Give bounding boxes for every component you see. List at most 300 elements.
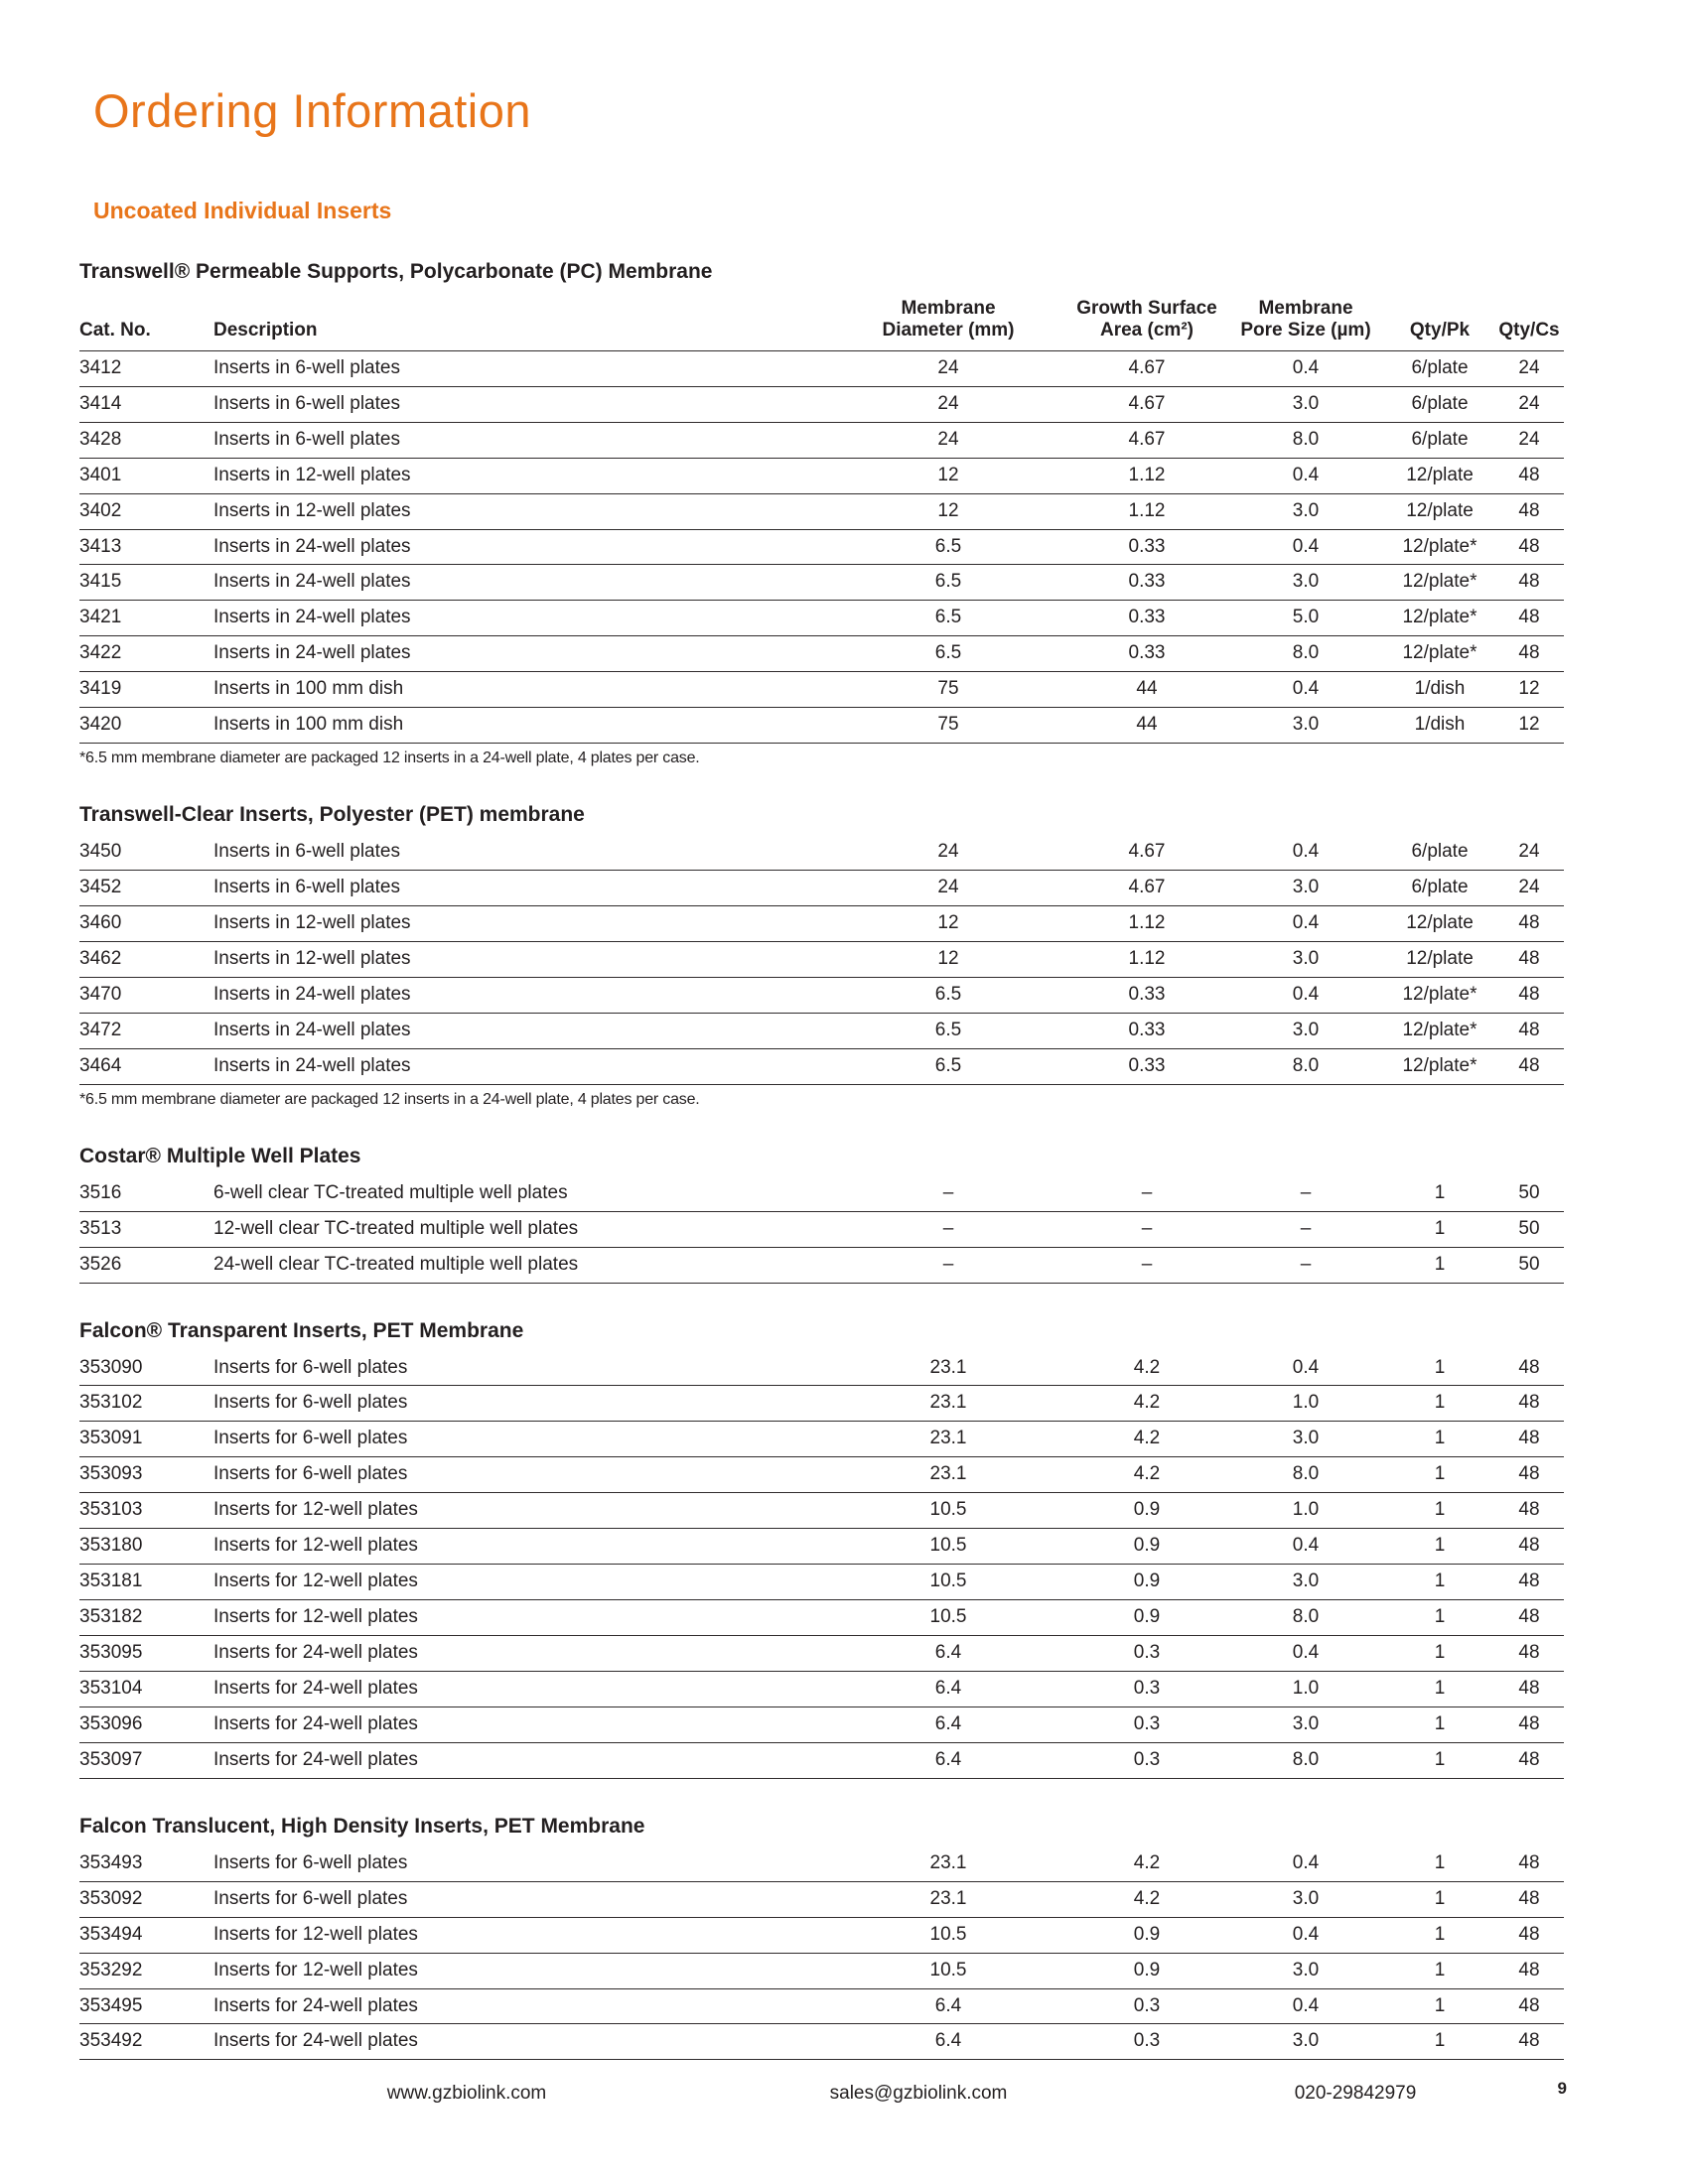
growth-area-cell: 4.2	[1067, 1846, 1226, 1881]
table-row	[79, 1742, 1564, 1778]
description-cell: Inserts in 24-well plates	[213, 1048, 829, 1084]
table-row	[79, 1881, 1564, 1917]
growth-area-cell: 0.9	[1067, 1917, 1226, 1953]
qty-cs-cell: 12	[1494, 672, 1564, 708]
growth-area-cell: 44	[1067, 708, 1226, 744]
table-row	[79, 601, 1564, 636]
qty-cs-cell: 48	[1494, 493, 1564, 529]
description-cell: Inserts in 6-well plates	[213, 386, 829, 422]
qty-cs-cell: 48	[1494, 1953, 1564, 1988]
qty-cs-cell: 48	[1494, 458, 1564, 493]
description-cell: Inserts in 24-well plates	[213, 529, 829, 565]
qty-pk-cell: 12/plate*	[1385, 1048, 1494, 1084]
description-cell: Inserts for 12-well plates	[213, 1953, 829, 1988]
membrane-diameter-cell: 24	[829, 835, 1067, 870]
qty-pk-cell: 12/plate*	[1385, 529, 1494, 565]
membrane-diameter-cell: 6.5	[829, 977, 1067, 1013]
qty-pk-cell: 1	[1385, 1351, 1494, 1386]
growth-area-cell: 4.67	[1067, 835, 1226, 870]
table-row	[79, 1671, 1564, 1706]
qty-pk-cell: 1	[1385, 1176, 1494, 1211]
qty-pk-cell: 1	[1385, 1422, 1494, 1457]
growth-area-cell: 0.33	[1067, 565, 1226, 601]
column-header-line: Qty/Pk	[1409, 320, 1471, 341]
qty-cs-cell: 50	[1494, 1247, 1564, 1283]
cat-no-cell: 3464	[79, 1048, 213, 1084]
cat-no-cell: 353093	[79, 1457, 213, 1493]
table-row	[79, 1013, 1564, 1048]
qty-pk-cell: 1	[1385, 2024, 1494, 2060]
qty-cs-cell: 48	[1494, 529, 1564, 565]
pore-size-cell: –	[1226, 1211, 1385, 1247]
pore-size-cell: 3.0	[1226, 871, 1385, 906]
cat-no-cell: 353103	[79, 1493, 213, 1529]
pore-size-cell: –	[1226, 1247, 1385, 1283]
membrane-diameter-cell: 6.4	[829, 1671, 1067, 1706]
table-row	[79, 1176, 1564, 1211]
growth-area-cell: 44	[1067, 672, 1226, 708]
table-row	[79, 422, 1564, 458]
qty-cs-cell: 24	[1494, 871, 1564, 906]
qty-cs-cell: 48	[1494, 636, 1564, 672]
cat-no-cell: 3402	[79, 493, 213, 529]
catalog-table	[79, 1846, 1564, 2061]
pore-size-cell: 3.0	[1226, 1422, 1385, 1457]
table-row	[79, 871, 1564, 906]
table-row	[79, 565, 1564, 601]
description-cell: Inserts in 12-well plates	[213, 493, 829, 529]
growth-area-cell: 0.33	[1067, 601, 1226, 636]
qty-cs-cell: 48	[1494, 1048, 1564, 1084]
qty-pk-cell: 1	[1385, 1211, 1494, 1247]
qty-cs-cell: 48	[1494, 1351, 1564, 1386]
table-row	[79, 350, 1564, 386]
table-row	[79, 1422, 1564, 1457]
growth-area-cell: 0.9	[1067, 1600, 1226, 1636]
table-row	[79, 1953, 1564, 1988]
qty-pk-cell: 1	[1385, 1493, 1494, 1529]
description-cell: Inserts in 24-well plates	[213, 601, 829, 636]
description-cell: Inserts in 6-well plates	[213, 871, 829, 906]
qty-cs-cell: 48	[1494, 1493, 1564, 1529]
membrane-diameter-cell: 10.5	[829, 1600, 1067, 1636]
description-cell: Inserts for 6-well plates	[213, 1457, 829, 1493]
pore-size-cell: 3.0	[1226, 565, 1385, 601]
table-title: Transwell-Clear Inserts, Polyester (PET) membrane	[79, 803, 585, 827]
column-header-line: Membrane	[1258, 298, 1353, 319]
qty-cs-cell: 50	[1494, 1176, 1564, 1211]
membrane-diameter-cell: –	[829, 1247, 1067, 1283]
cat-no-cell: 353180	[79, 1529, 213, 1565]
qty-cs-cell: 48	[1494, 1636, 1564, 1672]
product-table-section	[79, 1815, 1564, 2061]
qty-cs-cell: 48	[1494, 1422, 1564, 1457]
membrane-diameter-cell: 24	[829, 871, 1067, 906]
description-cell: Inserts in 24-well plates	[213, 977, 829, 1013]
growth-area-cell: 0.33	[1067, 1048, 1226, 1084]
cat-no-cell: 353096	[79, 1706, 213, 1742]
description-cell: Inserts for 24-well plates	[213, 2024, 829, 2060]
qty-pk-cell: 12/plate*	[1385, 977, 1494, 1013]
qty-pk-cell: 12/plate	[1385, 493, 1494, 529]
qty-pk-cell: 1	[1385, 1457, 1494, 1493]
cat-no-cell: 353095	[79, 1636, 213, 1672]
cat-no-cell: 353092	[79, 1881, 213, 1917]
qty-cs-cell: 48	[1494, 2024, 1564, 2060]
description-cell: Inserts in 12-well plates	[213, 941, 829, 977]
pore-size-cell: 0.4	[1226, 1988, 1385, 2024]
pore-size-cell: 8.0	[1226, 1048, 1385, 1084]
membrane-diameter-cell: 23.1	[829, 1846, 1067, 1881]
qty-pk-cell: 1	[1385, 1706, 1494, 1742]
growth-area-cell: –	[1067, 1247, 1226, 1283]
qty-cs-cell: 48	[1494, 1529, 1564, 1565]
membrane-diameter-cell: 6.5	[829, 529, 1067, 565]
membrane-diameter-cell: 24	[829, 386, 1067, 422]
table-title: Falcon Translucent, High Density Inserts, PET Membrane	[79, 1814, 645, 1838]
description-cell: 12-well clear TC-treated multiple well plates	[213, 1211, 829, 1247]
catalog-table	[79, 835, 1564, 1085]
growth-area-cell: 0.3	[1067, 1706, 1226, 1742]
pore-size-cell: 0.4	[1226, 906, 1385, 942]
cat-no-cell: 3452	[79, 871, 213, 906]
growth-area-cell: 4.2	[1067, 1422, 1226, 1457]
growth-area-cell: 4.67	[1067, 422, 1226, 458]
cat-no-cell: 353495	[79, 1988, 213, 2024]
pore-size-cell: 8.0	[1226, 1600, 1385, 1636]
column-header-line: Qty/Cs	[1498, 320, 1560, 341]
cat-no-cell: 353493	[79, 1846, 213, 1881]
cat-no-cell: 3421	[79, 601, 213, 636]
membrane-diameter-cell: 6.5	[829, 565, 1067, 601]
growth-area-cell: 1.12	[1067, 906, 1226, 942]
column-header-line: Cat. No.	[79, 320, 151, 341]
growth-area-cell: –	[1067, 1211, 1226, 1247]
description-cell: Inserts for 6-well plates	[213, 1881, 829, 1917]
page-number: 9	[1557, 2079, 1567, 2098]
cat-no-cell: 3401	[79, 458, 213, 493]
table-row	[79, 2024, 1564, 2060]
membrane-diameter-cell: 6.5	[829, 601, 1067, 636]
qty-cs-cell: 12	[1494, 708, 1564, 744]
qty-cs-cell: 48	[1494, 1881, 1564, 1917]
product-table-section	[79, 1145, 1564, 1284]
table-row	[79, 835, 1564, 870]
description-cell: Inserts in 6-well plates	[213, 350, 829, 386]
table-row	[79, 1048, 1564, 1084]
qty-cs-cell: 24	[1494, 386, 1564, 422]
description-cell: Inserts in 6-well plates	[213, 835, 829, 870]
page-title: Ordering Information	[93, 84, 532, 137]
tables-container	[79, 260, 1564, 2060]
description-cell: Inserts for 24-well plates	[213, 1671, 829, 1706]
description-cell: Inserts for 24-well plates	[213, 1988, 829, 2024]
pore-size-cell: 0.4	[1226, 1917, 1385, 1953]
description-cell: Inserts for 12-well plates	[213, 1917, 829, 1953]
membrane-diameter-cell: 23.1	[829, 1457, 1067, 1493]
product-table-section	[79, 1319, 1564, 1779]
membrane-diameter-cell: 6.4	[829, 1706, 1067, 1742]
pore-size-cell: 8.0	[1226, 1742, 1385, 1778]
qty-pk-cell: 12/plate*	[1385, 636, 1494, 672]
qty-pk-cell: 12/plate*	[1385, 601, 1494, 636]
section-heading: Uncoated Individual Inserts	[93, 198, 392, 223]
cat-no-cell: 3428	[79, 422, 213, 458]
pore-size-cell: 3.0	[1226, 1881, 1385, 1917]
column-header-qty-cs	[1494, 292, 1564, 350]
growth-area-cell: 4.2	[1067, 1881, 1226, 1917]
pore-size-cell: 1.0	[1226, 1386, 1385, 1422]
qty-pk-cell: 12/plate	[1385, 906, 1494, 942]
membrane-diameter-cell: 6.5	[829, 1013, 1067, 1048]
qty-pk-cell: 1	[1385, 1636, 1494, 1672]
cat-no-cell: 3460	[79, 906, 213, 942]
description-cell: Inserts in 100 mm dish	[213, 708, 829, 744]
growth-area-cell: 0.3	[1067, 1988, 1226, 2024]
footer-phone: 020-29842979	[1294, 2083, 1417, 2104]
description-cell: Inserts in 100 mm dish	[213, 672, 829, 708]
pore-size-cell: 0.4	[1226, 458, 1385, 493]
qty-cs-cell: 48	[1494, 1565, 1564, 1600]
table-row	[79, 1457, 1564, 1493]
growth-area-cell: 0.9	[1067, 1493, 1226, 1529]
cat-no-cell: 3419	[79, 672, 213, 708]
growth-area-cell: 4.67	[1067, 386, 1226, 422]
growth-area-cell: 4.2	[1067, 1457, 1226, 1493]
pore-size-cell: 0.4	[1226, 350, 1385, 386]
qty-pk-cell: 12/plate*	[1385, 1013, 1494, 1048]
growth-area-cell: 0.3	[1067, 1671, 1226, 1706]
membrane-diameter-cell: 23.1	[829, 1881, 1067, 1917]
membrane-diameter-cell: –	[829, 1176, 1067, 1211]
pore-size-cell: 0.4	[1226, 835, 1385, 870]
catalog-table	[79, 1351, 1564, 1779]
description-cell: Inserts for 6-well plates	[213, 1846, 829, 1881]
cat-no-cell: 353494	[79, 1917, 213, 1953]
cat-no-cell: 353182	[79, 1600, 213, 1636]
table-title: Transwell® Permeable Supports, Polycarbonate (PC) Membrane	[79, 260, 713, 283]
table-row	[79, 1386, 1564, 1422]
table-row	[79, 1917, 1564, 1953]
qty-cs-cell: 48	[1494, 1013, 1564, 1048]
column-header-diameter	[829, 292, 1067, 350]
column-header-line: Area (cm²)	[1100, 320, 1194, 341]
table-row	[79, 1846, 1564, 1881]
column-header-description	[213, 292, 829, 350]
cat-no-cell: 3412	[79, 350, 213, 386]
qty-cs-cell: 24	[1494, 422, 1564, 458]
qty-pk-cell: 1/dish	[1385, 708, 1494, 744]
membrane-diameter-cell: 23.1	[829, 1351, 1067, 1386]
column-header-line: Membrane	[901, 298, 996, 319]
qty-pk-cell: 1	[1385, 1600, 1494, 1636]
description-cell: Inserts for 24-well plates	[213, 1636, 829, 1672]
qty-pk-cell: 6/plate	[1385, 386, 1494, 422]
cat-no-cell: 3526	[79, 1247, 213, 1283]
qty-cs-cell: 50	[1494, 1211, 1564, 1247]
column-header-area	[1067, 292, 1226, 350]
membrane-diameter-cell: 10.5	[829, 1493, 1067, 1529]
membrane-diameter-cell: 23.1	[829, 1386, 1067, 1422]
membrane-diameter-cell: 6.4	[829, 1742, 1067, 1778]
qty-cs-cell: 48	[1494, 977, 1564, 1013]
qty-pk-cell: 1	[1385, 1671, 1494, 1706]
qty-pk-cell: 1	[1385, 1881, 1494, 1917]
column-header-line: Diameter (mm)	[882, 320, 1015, 341]
pore-size-cell: 3.0	[1226, 708, 1385, 744]
qty-cs-cell: 48	[1494, 941, 1564, 977]
table-row	[79, 1493, 1564, 1529]
qty-cs-cell: 24	[1494, 350, 1564, 386]
description-cell: Inserts for 12-well plates	[213, 1529, 829, 1565]
table-row	[79, 1600, 1564, 1636]
pore-size-cell: 3.0	[1226, 493, 1385, 529]
membrane-diameter-cell: 12	[829, 906, 1067, 942]
cat-no-cell: 3513	[79, 1211, 213, 1247]
cat-no-cell: 353104	[79, 1671, 213, 1706]
table-row	[79, 1988, 1564, 2024]
growth-area-cell: 0.3	[1067, 1636, 1226, 1672]
pore-size-cell: 0.4	[1226, 1351, 1385, 1386]
qty-cs-cell: 48	[1494, 1671, 1564, 1706]
qty-pk-cell: 1	[1385, 1846, 1494, 1881]
table-title: Costar® Multiple Well Plates	[79, 1144, 361, 1167]
table-row	[79, 941, 1564, 977]
pore-size-cell: 0.4	[1226, 529, 1385, 565]
growth-area-cell: 0.9	[1067, 1953, 1226, 1988]
qty-cs-cell: 48	[1494, 1600, 1564, 1636]
pore-size-cell: 0.4	[1226, 672, 1385, 708]
cat-no-cell: 353181	[79, 1565, 213, 1600]
growth-area-cell: 0.3	[1067, 2024, 1226, 2060]
table-header-row	[79, 292, 1564, 350]
table-row	[79, 906, 1564, 942]
cat-no-cell: 353102	[79, 1386, 213, 1422]
description-cell: Inserts in 24-well plates	[213, 565, 829, 601]
growth-area-cell: 0.9	[1067, 1565, 1226, 1600]
growth-area-cell: 0.33	[1067, 529, 1226, 565]
product-table-section	[79, 260, 1564, 767]
pore-size-cell: 8.0	[1226, 1457, 1385, 1493]
growth-area-cell: 4.67	[1067, 350, 1226, 386]
cat-no-cell: 3414	[79, 386, 213, 422]
membrane-diameter-cell: 24	[829, 350, 1067, 386]
pore-size-cell: 3.0	[1226, 1013, 1385, 1048]
footer-website-link: www.gzbiolink.com	[386, 2083, 547, 2104]
table-row	[79, 1351, 1564, 1386]
cat-no-cell: 353091	[79, 1422, 213, 1457]
qty-cs-cell: 48	[1494, 1742, 1564, 1778]
qty-pk-cell: 1/dish	[1385, 672, 1494, 708]
table-row	[79, 1565, 1564, 1600]
description-cell: Inserts for 24-well plates	[213, 1742, 829, 1778]
qty-pk-cell: 6/plate	[1385, 350, 1494, 386]
table-row	[79, 1211, 1564, 1247]
description-cell: Inserts in 24-well plates	[213, 1013, 829, 1048]
growth-area-cell: 4.2	[1067, 1351, 1226, 1386]
description-cell: 24-well clear TC-treated multiple well plates	[213, 1247, 829, 1283]
table-row	[79, 1529, 1564, 1565]
cat-no-cell: 3422	[79, 636, 213, 672]
membrane-diameter-cell: 6.4	[829, 1988, 1067, 2024]
table-row	[79, 1636, 1564, 1672]
description-cell: Inserts for 24-well plates	[213, 1706, 829, 1742]
column-header-cat-no	[79, 292, 213, 350]
growth-area-cell: 1.12	[1067, 493, 1226, 529]
membrane-diameter-cell: 10.5	[829, 1529, 1067, 1565]
table-row	[79, 1247, 1564, 1283]
membrane-diameter-cell: 6.5	[829, 1048, 1067, 1084]
table-row	[79, 708, 1564, 744]
membrane-diameter-cell: 75	[829, 672, 1067, 708]
pore-size-cell: 3.0	[1226, 941, 1385, 977]
table-row	[79, 458, 1564, 493]
pore-size-cell: 8.0	[1226, 422, 1385, 458]
table-footnote: *6.5 mm membrane diameter are packaged 12 inserts in a 24-well plate, 4 plates per case.	[79, 750, 700, 767]
qty-cs-cell: 48	[1494, 1917, 1564, 1953]
description-cell: 6-well clear TC-treated multiple well plates	[213, 1176, 829, 1211]
footer-email-link: sales@gzbiolink.com	[829, 2083, 1008, 2104]
growth-area-cell: 0.3	[1067, 1742, 1226, 1778]
pore-size-cell: 1.0	[1226, 1671, 1385, 1706]
growth-area-cell: 4.67	[1067, 871, 1226, 906]
description-cell: Inserts in 12-well plates	[213, 458, 829, 493]
pore-size-cell: –	[1226, 1176, 1385, 1211]
qty-pk-cell: 1	[1385, 1953, 1494, 1988]
cat-no-cell: 3450	[79, 835, 213, 870]
table-row	[79, 977, 1564, 1013]
table-row	[79, 636, 1564, 672]
cat-no-cell: 3462	[79, 941, 213, 977]
qty-cs-cell: 48	[1494, 565, 1564, 601]
table-row	[79, 493, 1564, 529]
qty-pk-cell: 1	[1385, 1386, 1494, 1422]
cat-no-cell: 3415	[79, 565, 213, 601]
growth-area-cell: 4.2	[1067, 1386, 1226, 1422]
growth-area-cell: 0.33	[1067, 1013, 1226, 1048]
growth-area-cell: 0.33	[1067, 636, 1226, 672]
column-header-line: Description	[213, 320, 318, 341]
qty-cs-cell: 48	[1494, 1846, 1564, 1881]
table-row	[79, 1706, 1564, 1742]
qty-pk-cell: 1	[1385, 1917, 1494, 1953]
cat-no-cell: 3413	[79, 529, 213, 565]
qty-cs-cell: 48	[1494, 1706, 1564, 1742]
pore-size-cell: 3.0	[1226, 1953, 1385, 1988]
description-cell: Inserts for 6-well plates	[213, 1422, 829, 1457]
membrane-diameter-cell: 12	[829, 941, 1067, 977]
description-cell: Inserts in 6-well plates	[213, 422, 829, 458]
qty-cs-cell: 48	[1494, 906, 1564, 942]
pore-size-cell: 5.0	[1226, 601, 1385, 636]
pore-size-cell: 3.0	[1226, 1706, 1385, 1742]
qty-pk-cell: 6/plate	[1385, 422, 1494, 458]
qty-pk-cell: 1	[1385, 1565, 1494, 1600]
membrane-diameter-cell: –	[829, 1211, 1067, 1247]
description-cell: Inserts for 6-well plates	[213, 1386, 829, 1422]
qty-cs-cell: 48	[1494, 1457, 1564, 1493]
cat-no-cell: 3470	[79, 977, 213, 1013]
pore-size-cell: 3.0	[1226, 1565, 1385, 1600]
qty-cs-cell: 48	[1494, 1988, 1564, 2024]
table-row	[79, 386, 1564, 422]
qty-cs-cell: 24	[1494, 835, 1564, 870]
qty-pk-cell: 6/plate	[1385, 835, 1494, 870]
description-cell: Inserts in 12-well plates	[213, 906, 829, 942]
membrane-diameter-cell: 6.4	[829, 2024, 1067, 2060]
cat-no-cell: 3420	[79, 708, 213, 744]
pore-size-cell: 1.0	[1226, 1493, 1385, 1529]
